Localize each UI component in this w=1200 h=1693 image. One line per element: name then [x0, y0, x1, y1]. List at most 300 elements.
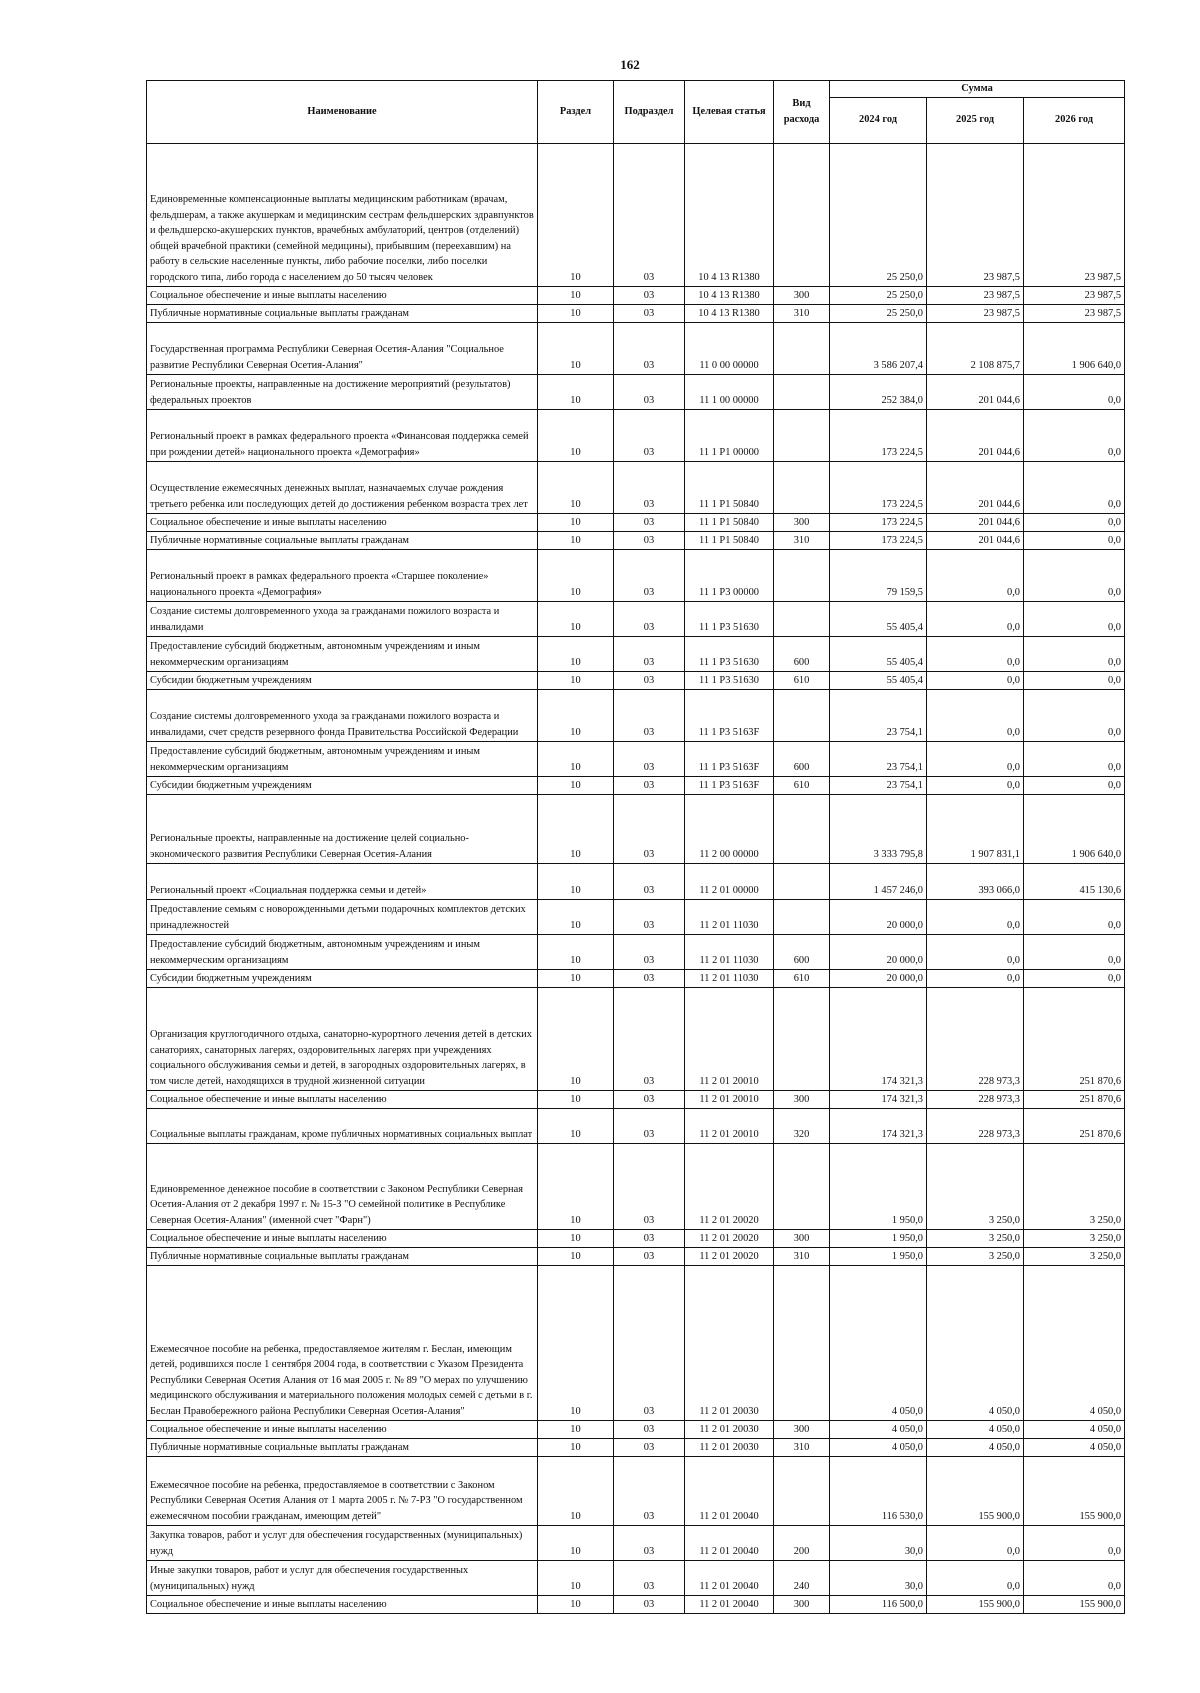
row-razdel: 10 [538, 1560, 614, 1595]
col-header-summa: Сумма [830, 81, 1125, 98]
row-podrazdel: 03 [614, 322, 685, 374]
row-sum-2026: 0,0 [1024, 549, 1125, 601]
row-podrazdel: 03 [614, 286, 685, 304]
table-row [147, 776, 1125, 794]
row-target-code: 11 2 01 20040 [685, 1560, 774, 1595]
row-name: Социальное обеспечение и иные выплаты населению [147, 286, 538, 304]
row-sum-2026: 3 250,0 [1024, 1143, 1125, 1229]
row-sum-2025: 0,0 [927, 636, 1024, 671]
row-sum-2024: 79 159,5 [830, 549, 927, 601]
row-sum-2025: 23 987,5 [927, 286, 1024, 304]
row-sum-2026: 0,0 [1024, 671, 1125, 689]
table-row [147, 1560, 1125, 1595]
row-expense-type: 600 [774, 741, 830, 776]
row-name: Публичные нормативные социальные выплаты гражданам [147, 1247, 538, 1265]
row-sum-2026: 3 250,0 [1024, 1247, 1125, 1265]
row-expense-type [774, 1456, 830, 1525]
row-sum-2026: 0,0 [1024, 601, 1125, 636]
row-sum-2025: 0,0 [927, 1560, 1024, 1595]
row-sum-2026: 1 906 640,0 [1024, 322, 1125, 374]
table-row [147, 1438, 1125, 1456]
table-row [147, 513, 1125, 531]
row-expense-type: 610 [774, 969, 830, 987]
row-podrazdel: 03 [614, 969, 685, 987]
row-razdel: 10 [538, 741, 614, 776]
row-podrazdel: 03 [614, 794, 685, 863]
row-razdel: 10 [538, 899, 614, 934]
row-sum-2025: 0,0 [927, 671, 1024, 689]
row-sum-2024: 4 050,0 [830, 1438, 927, 1456]
row-razdel: 10 [538, 531, 614, 549]
table-row [147, 689, 1125, 741]
row-expense-type [774, 863, 830, 899]
row-sum-2025: 0,0 [927, 934, 1024, 969]
row-razdel: 10 [538, 304, 614, 322]
row-razdel: 10 [538, 1229, 614, 1247]
table-row [147, 1090, 1125, 1108]
row-name: Закупка товаров, работ и услуг для обеспечения государственных (муниципальных) нужд [147, 1525, 538, 1560]
row-sum-2025: 0,0 [927, 549, 1024, 601]
row-name: Социальные выплаты гражданам, кроме публичных нормативных социальных выплат [147, 1108, 538, 1143]
row-razdel: 10 [538, 636, 614, 671]
row-expense-type: 300 [774, 513, 830, 531]
table-row [147, 601, 1125, 636]
row-expense-type [774, 409, 830, 461]
row-podrazdel: 03 [614, 636, 685, 671]
row-podrazdel: 03 [614, 513, 685, 531]
row-sum-2026: 251 870,6 [1024, 1108, 1125, 1143]
row-podrazdel: 03 [614, 1560, 685, 1595]
row-target-code: 11 2 01 20040 [685, 1456, 774, 1525]
row-razdel: 10 [538, 601, 614, 636]
table-row [147, 987, 1125, 1090]
col-header-name: Наименование [147, 81, 538, 144]
row-target-code: 11 1 Р3 5163F [685, 776, 774, 794]
row-sum-2024: 20 000,0 [830, 934, 927, 969]
row-name: Региональный проект в рамках федерального проекта «Финансовая поддержка семей при рождении детей» национального проекта «Демография» [147, 409, 538, 461]
row-name: Предоставление субсидий бюджетным, автономным учреждениям и иным некоммерческим организациям [147, 741, 538, 776]
row-sum-2026: 3 250,0 [1024, 1229, 1125, 1247]
row-podrazdel: 03 [614, 461, 685, 513]
row-sum-2026: 0,0 [1024, 741, 1125, 776]
row-sum-2024: 30,0 [830, 1560, 927, 1595]
row-sum-2026: 415 130,6 [1024, 863, 1125, 899]
row-target-code: 11 2 01 20020 [685, 1229, 774, 1247]
table-body [147, 143, 1125, 1613]
row-sum-2024: 174 321,3 [830, 987, 927, 1090]
row-sum-2024: 25 250,0 [830, 143, 927, 286]
row-name: Организация круглогодичного отдыха, санаторно-курортного лечения детей в детских санаториях, санаторных лагерях, оздоровительных лагерях при учреждениях социального обслуживания семьи и детей, в загородных оздоровительных лагерях, в том числе детей, находящихся в трудной жизненной ситуации [147, 987, 538, 1090]
table-row [147, 1247, 1125, 1265]
row-sum-2025: 228 973,3 [927, 987, 1024, 1090]
row-target-code: 11 1 00 00000 [685, 374, 774, 409]
row-razdel: 10 [538, 1108, 614, 1143]
row-sum-2025: 0,0 [927, 899, 1024, 934]
row-target-code: 11 1 Р3 5163F [685, 741, 774, 776]
row-name: Региональный проект в рамках федерального проекта «Старшее поколение» национального проекта «Демография» [147, 549, 538, 601]
row-name: Региональные проекты, направленные на достижение целей социально-экономического развития Республики Северная Осетия-Алания [147, 794, 538, 863]
row-expense-type: 300 [774, 1595, 830, 1613]
row-sum-2026: 155 900,0 [1024, 1456, 1125, 1525]
row-razdel: 10 [538, 1247, 614, 1265]
row-target-code: 10 4 13 R1380 [685, 286, 774, 304]
row-podrazdel: 03 [614, 1247, 685, 1265]
row-razdel: 10 [538, 671, 614, 689]
row-sum-2024: 23 754,1 [830, 741, 927, 776]
row-razdel: 10 [538, 987, 614, 1090]
row-target-code: 11 0 00 00000 [685, 322, 774, 374]
row-razdel: 10 [538, 409, 614, 461]
row-sum-2026: 0,0 [1024, 531, 1125, 549]
row-sum-2025: 2 108 875,7 [927, 322, 1024, 374]
row-podrazdel: 03 [614, 601, 685, 636]
row-podrazdel: 03 [614, 1108, 685, 1143]
row-sum-2025: 4 050,0 [927, 1420, 1024, 1438]
row-sum-2024: 55 405,4 [830, 601, 927, 636]
row-name: Социальное обеспечение и иные выплаты населению [147, 1595, 538, 1613]
row-target-code: 11 2 01 20020 [685, 1143, 774, 1229]
table-row [147, 969, 1125, 987]
row-name: Создание системы долговременного ухода за гражданами пожилого возраста и инвалидами, счет средств резервного фонда Правительства Российской Федерации [147, 689, 538, 741]
row-target-code: 11 1 Р1 00000 [685, 409, 774, 461]
row-sum-2026: 0,0 [1024, 969, 1125, 987]
row-razdel: 10 [538, 461, 614, 513]
row-podrazdel: 03 [614, 1143, 685, 1229]
row-sum-2025: 0,0 [927, 689, 1024, 741]
row-razdel: 10 [538, 1525, 614, 1560]
row-expense-type: 300 [774, 1420, 830, 1438]
row-sum-2024: 1 950,0 [830, 1143, 927, 1229]
table-row [147, 409, 1125, 461]
row-target-code: 11 2 01 20030 [685, 1420, 774, 1438]
row-sum-2024: 55 405,4 [830, 671, 927, 689]
table-row [147, 1420, 1125, 1438]
row-name: Региональные проекты, направленные на достижение мероприятий (результатов) федеральных проектов [147, 374, 538, 409]
row-razdel: 10 [538, 1438, 614, 1456]
table-row [147, 636, 1125, 671]
row-name: Субсидии бюджетным учреждениям [147, 969, 538, 987]
row-sum-2025: 201 044,6 [927, 513, 1024, 531]
row-sum-2025: 4 050,0 [927, 1438, 1024, 1456]
row-expense-type [774, 143, 830, 286]
col-header-2026: 2026 год [1024, 97, 1125, 143]
row-name: Социальное обеспечение и иные выплаты населению [147, 1420, 538, 1438]
row-sum-2025: 228 973,3 [927, 1090, 1024, 1108]
table-row [147, 286, 1125, 304]
row-sum-2025: 4 050,0 [927, 1265, 1024, 1420]
row-podrazdel: 03 [614, 549, 685, 601]
row-sum-2026: 0,0 [1024, 409, 1125, 461]
row-expense-type [774, 987, 830, 1090]
row-target-code: 11 2 01 20010 [685, 987, 774, 1090]
row-razdel: 10 [538, 863, 614, 899]
row-sum-2025: 201 044,6 [927, 374, 1024, 409]
row-sum-2024: 1 950,0 [830, 1247, 927, 1265]
row-sum-2025: 155 900,0 [927, 1456, 1024, 1525]
row-target-code: 11 2 01 11030 [685, 934, 774, 969]
table-row [147, 1229, 1125, 1247]
row-target-code: 11 2 01 20010 [685, 1090, 774, 1108]
row-expense-type: 320 [774, 1108, 830, 1143]
row-target-code: 11 2 01 11030 [685, 969, 774, 987]
table-row [147, 1143, 1125, 1229]
row-podrazdel: 03 [614, 671, 685, 689]
row-expense-type: 600 [774, 636, 830, 671]
row-name: Предоставление субсидий бюджетным, автономным учреждениям и иным некоммерческим организациям [147, 934, 538, 969]
row-razdel: 10 [538, 1143, 614, 1229]
row-sum-2025: 228 973,3 [927, 1108, 1024, 1143]
row-sum-2025: 0,0 [927, 601, 1024, 636]
table-row [147, 1265, 1125, 1420]
row-sum-2026: 0,0 [1024, 689, 1125, 741]
row-sum-2024: 173 224,5 [830, 513, 927, 531]
row-expense-type: 200 [774, 1525, 830, 1560]
row-sum-2026: 0,0 [1024, 374, 1125, 409]
row-expense-type: 300 [774, 1090, 830, 1108]
row-podrazdel: 03 [614, 409, 685, 461]
row-sum-2025: 3 250,0 [927, 1229, 1024, 1247]
row-name: Создание системы долговременного ухода за гражданами пожилого возраста и инвалидами [147, 601, 538, 636]
row-expense-type: 610 [774, 776, 830, 794]
row-sum-2024: 116 530,0 [830, 1456, 927, 1525]
row-sum-2025: 3 250,0 [927, 1247, 1024, 1265]
row-razdel: 10 [538, 1265, 614, 1420]
row-sum-2026: 251 870,6 [1024, 1090, 1125, 1108]
row-podrazdel: 03 [614, 741, 685, 776]
row-sum-2025: 3 250,0 [927, 1143, 1024, 1229]
row-podrazdel: 03 [614, 1229, 685, 1247]
row-name: Предоставление субсидий бюджетным, автономным учреждениям и иным некоммерческим организациям [147, 636, 538, 671]
row-sum-2024: 3 333 795,8 [830, 794, 927, 863]
row-sum-2026: 0,0 [1024, 899, 1125, 934]
row-target-code: 11 1 Р3 00000 [685, 549, 774, 601]
row-name: Субсидии бюджетным учреждениям [147, 776, 538, 794]
col-header-2024: 2024 год [830, 97, 927, 143]
row-expense-type [774, 1265, 830, 1420]
row-razdel: 10 [538, 794, 614, 863]
row-sum-2026: 4 050,0 [1024, 1265, 1125, 1420]
col-header-podrazdel: Подраздел [614, 81, 685, 144]
row-podrazdel: 03 [614, 689, 685, 741]
row-sum-2024: 23 754,1 [830, 689, 927, 741]
row-sum-2024: 174 321,3 [830, 1108, 927, 1143]
row-razdel: 10 [538, 776, 614, 794]
table-row [147, 322, 1125, 374]
row-expense-type: 300 [774, 286, 830, 304]
row-expense-type [774, 374, 830, 409]
row-target-code: 11 1 Р1 50840 [685, 461, 774, 513]
row-podrazdel: 03 [614, 143, 685, 286]
row-razdel: 10 [538, 322, 614, 374]
row-sum-2025: 0,0 [927, 1525, 1024, 1560]
row-podrazdel: 03 [614, 304, 685, 322]
row-podrazdel: 03 [614, 531, 685, 549]
row-podrazdel: 03 [614, 1595, 685, 1613]
row-sum-2026: 0,0 [1024, 513, 1125, 531]
table-row [147, 1525, 1125, 1560]
table-row [147, 461, 1125, 513]
row-sum-2025: 23 987,5 [927, 143, 1024, 286]
row-name: Региональный проект «Социальная поддержка семьи и детей» [147, 863, 538, 899]
table-row [147, 1456, 1125, 1525]
row-sum-2025: 155 900,0 [927, 1595, 1024, 1613]
row-target-code: 11 2 01 00000 [685, 863, 774, 899]
row-podrazdel: 03 [614, 1420, 685, 1438]
row-expense-type: 310 [774, 531, 830, 549]
row-target-code: 11 2 01 20030 [685, 1438, 774, 1456]
row-sum-2024: 4 050,0 [830, 1265, 927, 1420]
row-sum-2026: 4 050,0 [1024, 1438, 1125, 1456]
row-name: Публичные нормативные социальные выплаты гражданам [147, 1438, 538, 1456]
row-expense-type: 610 [774, 671, 830, 689]
row-sum-2025: 393 066,0 [927, 863, 1024, 899]
row-sum-2025: 0,0 [927, 969, 1024, 987]
row-name: Предоставление семьям с новорожденными детьми подарочных комплектов детских принадлежностей [147, 899, 538, 934]
table-row [147, 1595, 1125, 1613]
row-razdel: 10 [538, 1090, 614, 1108]
row-target-code: 11 2 00 00000 [685, 794, 774, 863]
row-target-code: 10 4 13 R1380 [685, 304, 774, 322]
row-target-code: 11 2 01 20040 [685, 1595, 774, 1613]
row-razdel: 10 [538, 689, 614, 741]
row-expense-type: 300 [774, 1229, 830, 1247]
row-name: Единовременное денежное пособие в соответствии с Законом Республики Северная Осетия-Алания от 2 декабря 1997 г. № 15-З "О семейной политике в Республике Северная Осетия-Алания" (именной счет "Фарн") [147, 1143, 538, 1229]
row-expense-type [774, 461, 830, 513]
row-sum-2024: 252 384,0 [830, 374, 927, 409]
row-target-code: 11 2 01 20020 [685, 1247, 774, 1265]
row-sum-2024: 30,0 [830, 1525, 927, 1560]
table-row [147, 549, 1125, 601]
row-target-code: 11 1 Р3 51630 [685, 601, 774, 636]
row-expense-type: 600 [774, 934, 830, 969]
row-razdel: 10 [538, 513, 614, 531]
row-sum-2026: 0,0 [1024, 1525, 1125, 1560]
table-row [147, 143, 1125, 286]
row-name: Социальное обеспечение и иные выплаты населению [147, 1090, 538, 1108]
row-target-code: 10 4 13 R1380 [685, 143, 774, 286]
row-sum-2026: 4 050,0 [1024, 1420, 1125, 1438]
row-sum-2026: 23 987,5 [1024, 304, 1125, 322]
row-sum-2026: 155 900,0 [1024, 1595, 1125, 1613]
row-podrazdel: 03 [614, 1090, 685, 1108]
table-row [147, 741, 1125, 776]
table-row [147, 934, 1125, 969]
table-row [147, 899, 1125, 934]
row-sum-2024: 4 050,0 [830, 1420, 927, 1438]
row-target-code: 11 1 Р3 5163F [685, 689, 774, 741]
row-sum-2025: 201 044,6 [927, 531, 1024, 549]
row-sum-2026: 1 906 640,0 [1024, 794, 1125, 863]
table-row [147, 794, 1125, 863]
table-row [147, 863, 1125, 899]
row-podrazdel: 03 [614, 863, 685, 899]
row-razdel: 10 [538, 1456, 614, 1525]
row-sum-2026: 0,0 [1024, 776, 1125, 794]
row-razdel: 10 [538, 549, 614, 601]
row-expense-type: 240 [774, 1560, 830, 1595]
row-target-code: 11 1 Р3 51630 [685, 636, 774, 671]
col-header-razdel: Раздел [538, 81, 614, 144]
row-razdel: 10 [538, 969, 614, 987]
row-expense-type [774, 689, 830, 741]
row-sum-2026: 23 987,5 [1024, 143, 1125, 286]
page-number: 162 [620, 57, 640, 72]
row-name: Иные закупки товаров, работ и услуг для обеспечения государственных (муниципальных) нужд [147, 1560, 538, 1595]
row-razdel: 10 [538, 143, 614, 286]
row-sum-2026: 251 870,6 [1024, 987, 1125, 1090]
table-row [147, 1108, 1125, 1143]
row-name: Ежемесячное пособие на ребенка, предоставляемое жителям г. Беслан, имеющим детей, родившихся после 1 сентября 2004 года, в соответствии с Указом Президента Республики Северная Осетия Алания от 16 мая 2005 г. № 89 "О мерах по улучшению медицинского обслуживания и материального положения молодых семей с детьми в г. Беслан Правобережного района Республики Северная Осетия-Алания" [147, 1265, 538, 1420]
table-row [147, 531, 1125, 549]
row-sum-2026: 0,0 [1024, 1560, 1125, 1595]
row-podrazdel: 03 [614, 934, 685, 969]
row-name: Социальное обеспечение и иные выплаты населению [147, 513, 538, 531]
row-sum-2025: 1 907 831,1 [927, 794, 1024, 863]
row-sum-2025: 201 044,6 [927, 409, 1024, 461]
table-row [147, 374, 1125, 409]
row-podrazdel: 03 [614, 776, 685, 794]
table-row [147, 671, 1125, 689]
row-razdel: 10 [538, 374, 614, 409]
row-podrazdel: 03 [614, 1438, 685, 1456]
row-sum-2024: 116 500,0 [830, 1595, 927, 1613]
row-podrazdel: 03 [614, 987, 685, 1090]
row-podrazdel: 03 [614, 1456, 685, 1525]
row-expense-type [774, 794, 830, 863]
row-expense-type: 310 [774, 1438, 830, 1456]
table-row [147, 304, 1125, 322]
row-expense-type [774, 899, 830, 934]
row-target-code: 11 2 01 20030 [685, 1265, 774, 1420]
row-sum-2024: 20 000,0 [830, 969, 927, 987]
row-sum-2024: 25 250,0 [830, 304, 927, 322]
row-expense-type [774, 1143, 830, 1229]
row-podrazdel: 03 [614, 374, 685, 409]
row-sum-2024: 55 405,4 [830, 636, 927, 671]
row-target-code: 11 1 Р1 50840 [685, 531, 774, 549]
row-sum-2025: 23 987,5 [927, 304, 1024, 322]
row-name: Публичные нормативные социальные выплаты гражданам [147, 531, 538, 549]
row-sum-2024: 1 457 246,0 [830, 863, 927, 899]
row-razdel: 10 [538, 1595, 614, 1613]
row-sum-2026: 0,0 [1024, 636, 1125, 671]
row-sum-2026: 0,0 [1024, 934, 1125, 969]
row-name: Осуществление ежемесячных денежных выплат, назначаемых случае рождения третьего ребенка или последующих детей до достижения ребенком возраста трех лет [147, 461, 538, 513]
row-razdel: 10 [538, 934, 614, 969]
budget-table [146, 80, 1125, 1614]
row-sum-2024: 173 224,5 [830, 531, 927, 549]
row-sum-2026: 23 987,5 [1024, 286, 1125, 304]
row-expense-type: 310 [774, 304, 830, 322]
row-target-code: 11 1 Р1 50840 [685, 513, 774, 531]
row-target-code: 11 2 01 11030 [685, 899, 774, 934]
row-sum-2024: 1 950,0 [830, 1229, 927, 1247]
row-razdel: 10 [538, 1420, 614, 1438]
row-expense-type [774, 601, 830, 636]
row-sum-2024: 3 586 207,4 [830, 322, 927, 374]
col-header-vid: Вид расхода [774, 81, 830, 144]
row-name: Публичные нормативные социальные выплаты гражданам [147, 304, 538, 322]
row-sum-2025: 201 044,6 [927, 461, 1024, 513]
row-name: Единовременные компенсационные выплаты медицинским работникам (врачам, фельдшерам, а также акушеркам и медицинским сестрам фельдшерских здравпунктов и фельдшерско-акушерских пунктов, врачебных амбулаторий, центров (отделений) общей врачебной практики (семейной медицины), прибывшим (переехавшим) на работу в сельские населенные пункты, либо рабочие поселки, либо поселки городского типа, либо города с населением до 50 тысяч человек [147, 143, 538, 286]
row-podrazdel: 03 [614, 1525, 685, 1560]
row-sum-2024: 20 000,0 [830, 899, 927, 934]
row-name: Ежемесячное пособие на ребенка, предоставляемое в соответствии с Законом Республики Северная Осетия Алания от 1 марта 2005 г. № 7-РЗ "О государственном ежемесячном пособии гражданам, имеющим детей" [147, 1456, 538, 1525]
row-sum-2024: 25 250,0 [830, 286, 927, 304]
col-header-2025: 2025 год [927, 97, 1024, 143]
row-target-code: 11 2 01 20010 [685, 1108, 774, 1143]
row-podrazdel: 03 [614, 1265, 685, 1420]
